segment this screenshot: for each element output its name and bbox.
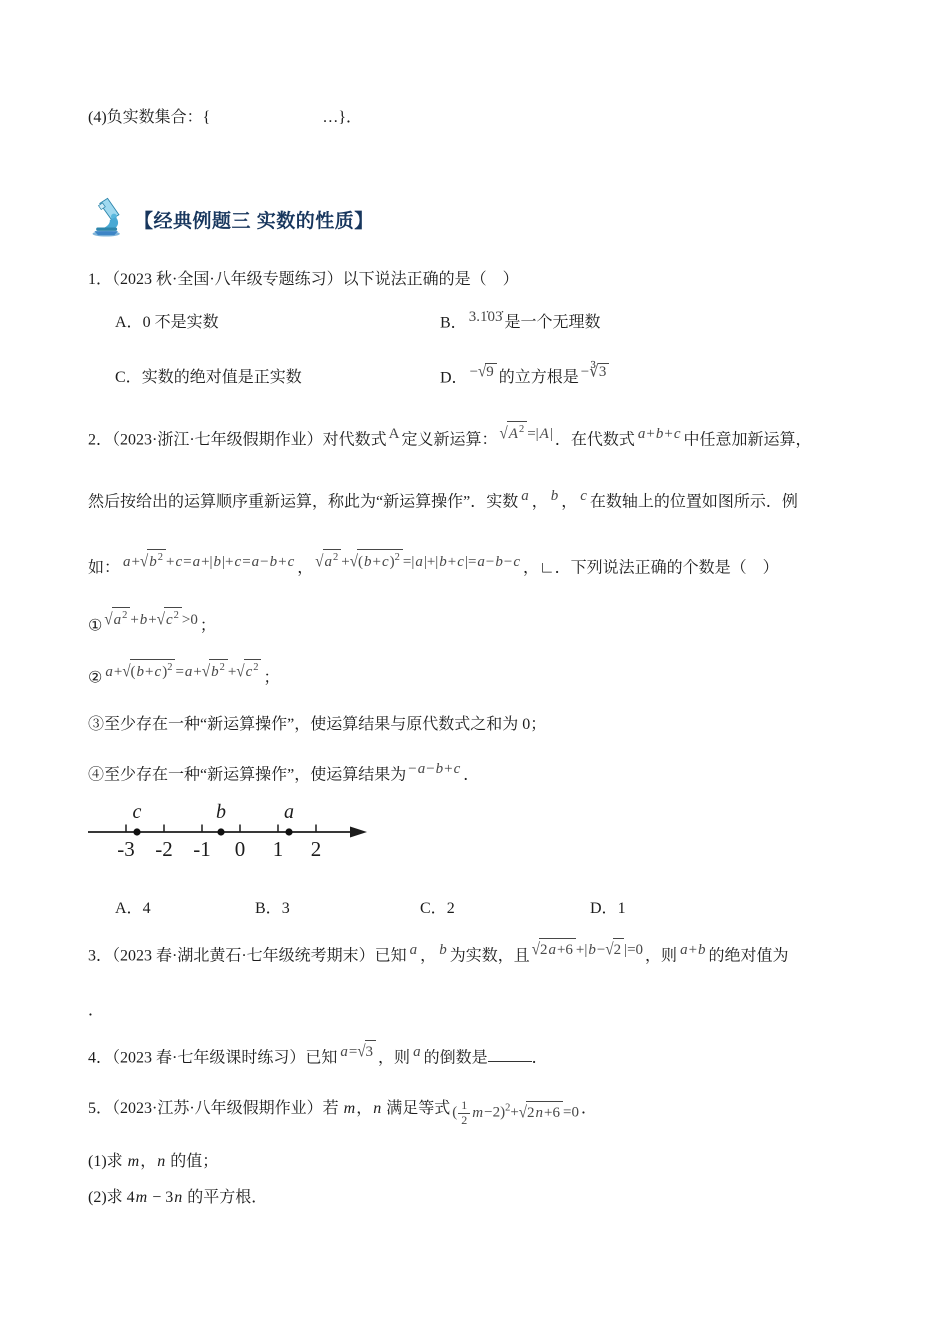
question-2-line-2: 然后按给出的运算顺序重新运算，称此为“新运算操作”．实数 a ， b ， c 在数轴上的位置如图所示．例 bbox=[88, 488, 798, 511]
question-2-options-row bbox=[88, 895, 868, 918]
option-b-label: B． bbox=[440, 313, 467, 331]
option-a-text: 4 bbox=[142, 900, 151, 918]
point-c-dot bbox=[133, 828, 140, 835]
tick-label: -1 bbox=[193, 837, 211, 862]
option-a-label: A． bbox=[115, 313, 143, 331]
question-3-tail: ． bbox=[88, 1002, 105, 1020]
option-c bbox=[420, 895, 590, 918]
option-c-label: C． bbox=[420, 900, 447, 918]
tick-label: -2 bbox=[155, 837, 173, 862]
question-1-options-row-2 bbox=[88, 362, 868, 387]
question-2-line-3: 如： $a+√b^2 +c=a+|b|+c=a-b+c$ ， $√a^2 +√(b+c)^2 =|a|+|b+c|=a-b-c$ ，∟．下列说法正确的个数是（ ） bbox=[88, 549, 868, 589]
question-2-item-1: ① $√a^2 +b+√c^2 >0$ ； bbox=[88, 607, 868, 641]
question-5-part-2: (2)求 4m − 3n 的平方根． bbox=[88, 1189, 268, 1207]
point-a-label: a bbox=[284, 802, 294, 824]
question-4-stem: 4．（2023 春·七年级课时练习）已知 a=√3 ，则 a 的倒数是 ． bbox=[88, 1040, 868, 1071]
set-fill-prefix: (4)负实数集合：{ bbox=[88, 109, 211, 126]
option-b-text: 3 bbox=[281, 900, 290, 918]
number-line-figure bbox=[88, 802, 868, 873]
question-1-stem: 1．（2023 秋·全国·八年级专题练习）以下说法正确的是（ ） bbox=[88, 270, 519, 288]
question-2-item-2: ② $a+√(b+c)^2 =a+√b^2 +√c^2$； bbox=[88, 659, 868, 693]
option-a-label: A． bbox=[115, 900, 143, 918]
set-fill-suffix: …}． bbox=[322, 109, 363, 126]
question-2-item-4: ④至少存在一种“新运算操作”，使运算结果为 −a−b+c ． bbox=[88, 760, 480, 784]
point-b-label: b bbox=[216, 802, 226, 824]
section-header bbox=[88, 195, 868, 244]
point-c-label: c bbox=[132, 802, 142, 824]
option-a-text: 0 不是实数 bbox=[142, 313, 219, 331]
option-d bbox=[440, 362, 868, 387]
option-d-label: D． bbox=[590, 900, 618, 918]
tick-label: 1 bbox=[272, 837, 284, 862]
option-d-text: 1 bbox=[617, 900, 626, 918]
option-d-text: −√9 的立方根是 −∛3 bbox=[468, 369, 612, 386]
number-line-svg bbox=[88, 802, 388, 868]
question-1-options-row-1 bbox=[88, 309, 868, 332]
tick-label: 2 bbox=[310, 837, 322, 862]
question-2-item-3: ③至少存在一种“新运算操作”，使运算结果与原代数式之和为 0； bbox=[88, 716, 547, 734]
set-fill-line bbox=[88, 0, 868, 131]
microscope-icon bbox=[88, 195, 128, 244]
point-b-dot bbox=[217, 828, 224, 835]
option-d bbox=[590, 895, 868, 918]
tick-label: -3 bbox=[117, 837, 135, 862]
option-c bbox=[88, 364, 440, 387]
section-title: 【经典例题三 实数的性质】 bbox=[134, 210, 374, 232]
question-5-stem: 5．（2023·江苏·八年级假期作业）若 m，n 满足等式 ( $\frac{1}{2}$ m−2)$^2$+√2n+6 =0 ． bbox=[88, 1098, 597, 1127]
tick-label: 0 bbox=[234, 837, 246, 862]
option-b-text: 3.1̇03̇ 是一个无理数 bbox=[468, 308, 601, 331]
option-b bbox=[255, 895, 420, 918]
option-c-text: 2 bbox=[446, 900, 455, 918]
option-d-label: D． bbox=[440, 369, 468, 387]
question-2-line-1: 2．（2023·浙江·七年级假期作业）对代数式 A 定义新运算： $√A^2 =|A|$ ．在代数式 a+b+c 中任意加新运算， bbox=[88, 421, 868, 461]
question-3-stem: 3．（2023 春·湖北黄石·七年级统考期末）已知 a ， b 为实数，且 √2a+6 +|b−√2 |=0 ，则 a+b 的绝对值为 bbox=[88, 938, 868, 969]
option-a bbox=[88, 309, 440, 332]
point-a-dot bbox=[285, 828, 292, 835]
option-a bbox=[115, 895, 255, 918]
option-c-label: C． bbox=[115, 369, 142, 387]
question-5-part-1: (1)求 m，n 的值； bbox=[88, 1152, 219, 1170]
option-b bbox=[440, 309, 868, 332]
option-c-text: 实数的绝对值是正实数 bbox=[141, 369, 302, 387]
option-b-label: B． bbox=[255, 900, 282, 918]
